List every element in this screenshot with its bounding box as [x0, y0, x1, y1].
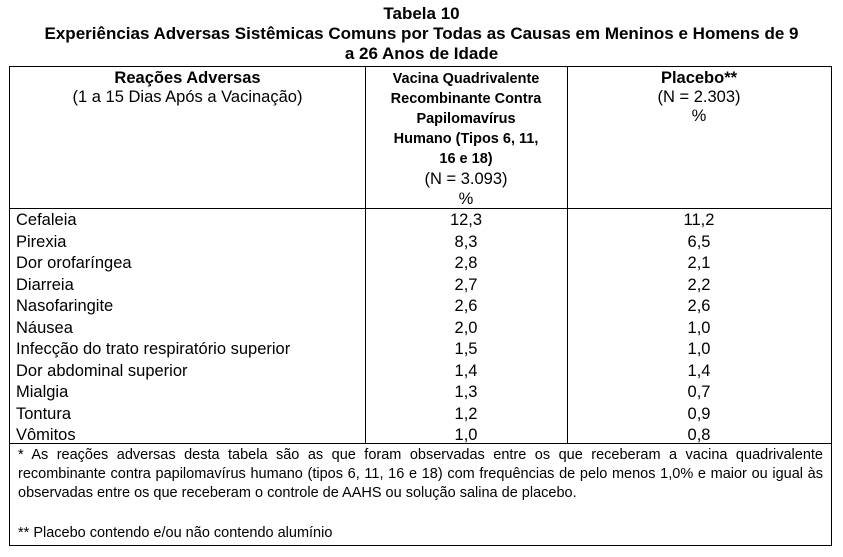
- footnote-2: ** Placebo contendo e/ou não contendo alumínio: [18, 525, 333, 541]
- reaction-cell: Vômitos: [16, 426, 76, 444]
- header-reactions-subtitle: (1 a 15 Dias Após a Vacinação): [72, 88, 303, 106]
- table-row: [10, 404, 831, 426]
- table-row: [10, 382, 831, 404]
- table-row: [10, 339, 831, 361]
- vaccine-value-cell: 2,8: [454, 254, 478, 272]
- reaction-cell: Dor abdominal superior: [16, 361, 188, 380]
- placebo-value-cell: 0,9: [687, 404, 711, 423]
- header-placebo-title: Placebo**: [660, 69, 738, 87]
- header-vaccine-n: (N = 3.093): [424, 170, 508, 188]
- header-placebo-unit: %: [691, 107, 707, 125]
- table-row: [10, 232, 831, 254]
- vaccine-value-cell: 1,4: [454, 361, 478, 380]
- placebo-value-cell: 6,5: [687, 232, 711, 251]
- placebo-value-cell: 0,8: [687, 426, 711, 444]
- vaccine-value-cell: 2,6: [454, 297, 478, 315]
- reaction-cell: Tontura: [16, 404, 72, 423]
- header-vaccine-unit: %: [458, 190, 474, 208]
- header-reactions: [10, 69, 365, 107]
- header-vaccine-line: 16 e 18): [439, 151, 493, 167]
- placebo-value-cell: 2,6: [687, 297, 711, 315]
- table-row: [10, 296, 831, 318]
- reaction-cell: Nasofaringite: [16, 297, 114, 315]
- table-caption: [0, 4, 843, 64]
- vaccine-value-cell: 2,0: [454, 318, 478, 337]
- reaction-cell: Dor orofaríngea: [16, 254, 132, 272]
- vaccine-value-cell: 1,5: [454, 340, 478, 358]
- table-row: [10, 275, 831, 297]
- header-vaccine: [365, 69, 567, 209]
- placebo-value-cell: 2,2: [687, 275, 711, 294]
- placebo-value-cell: 1,4: [687, 361, 711, 380]
- reaction-cell: Diarreia: [16, 275, 74, 294]
- vaccine-value-cell: 1,3: [454, 383, 478, 401]
- table-subtitle-line-2: a 26 Anos de Idade: [344, 44, 499, 63]
- reaction-cell: Mialgia: [16, 383, 69, 401]
- vaccine-value-cell: 12,3: [449, 211, 483, 229]
- table-row: [10, 253, 831, 275]
- table-title: Tabela 10: [383, 4, 460, 23]
- header-placebo: [567, 69, 831, 126]
- reaction-cell: Náusea: [16, 318, 73, 337]
- footnote-1: * As reações adversas desta tabela são as que foram observadas entre os que receberam a vacina quadrivalente recombinante contra papilomavírus humano (tipos 6, 11, 16 e 18) com frequências de pelo menos 1,0% e maior ou igual às observadas entre os que receberam o controle de AAHS ou solução salina de placebo.: [18, 447, 823, 501]
- placebo-value-cell: 1,0: [687, 318, 711, 337]
- table-row: [10, 210, 831, 232]
- reaction-cell: Infecção do trato respiratório superior: [16, 340, 291, 358]
- header-vaccine-line: Papilomavírus: [416, 111, 516, 127]
- header-reactions-title: Reações Adversas: [114, 69, 261, 87]
- placebo-value-cell: 1,0: [687, 340, 711, 358]
- placebo-value-cell: 2,1: [687, 254, 711, 272]
- adverse-events-table: [9, 66, 832, 546]
- header-vaccine-line: Vacina Quadrivalente: [392, 71, 540, 87]
- vaccine-value-cell: 1,2: [454, 404, 478, 423]
- table-row: [10, 318, 831, 340]
- table-subtitle-line-1: Experiências Adversas Sistêmicas Comuns por Todas as Causas em Meninos e Homens de 9: [44, 24, 799, 43]
- vaccine-value-cell: 2,7: [454, 275, 478, 294]
- placebo-value-cell: 11,2: [683, 211, 715, 229]
- header-vaccine-line: Humano (Tipos 6, 11,: [393, 131, 539, 147]
- vaccine-value-cell: 1,0: [454, 426, 478, 444]
- header-vaccine-line: Recombinante Contra: [390, 91, 542, 107]
- header-placebo-n: (N = 2.303): [657, 88, 741, 106]
- vaccine-value-cell: 8,3: [454, 232, 478, 251]
- header-divider: [10, 208, 831, 209]
- footnote-divider: [10, 443, 831, 444]
- reaction-cell: Cefaleia: [16, 211, 77, 229]
- placebo-value-cell: 0,7: [687, 383, 711, 401]
- reaction-cell: Pirexia: [16, 232, 67, 251]
- table-row: [10, 361, 831, 383]
